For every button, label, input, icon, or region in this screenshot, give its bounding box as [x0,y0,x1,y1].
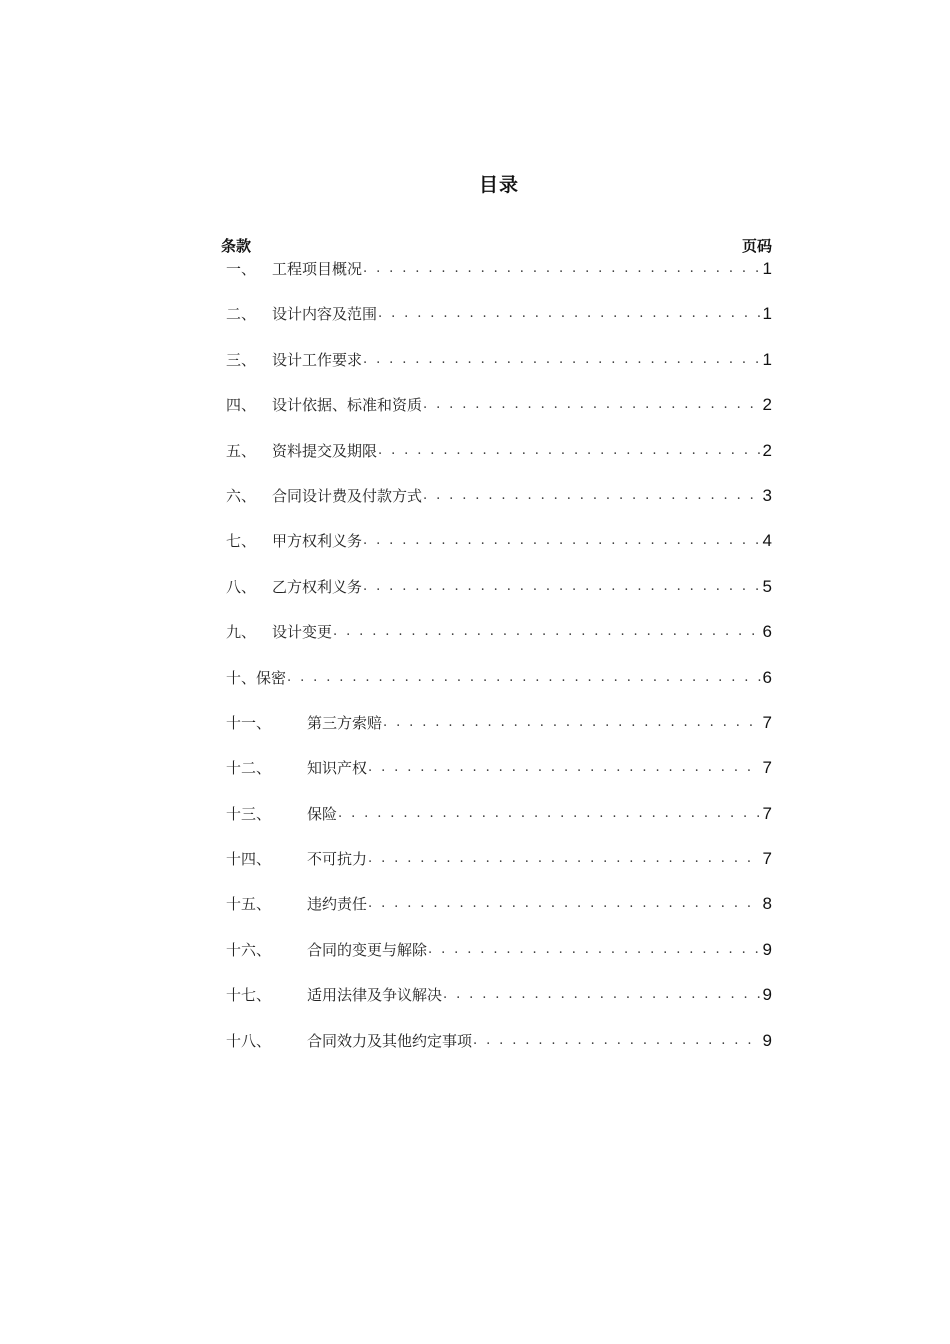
toc-entry-number: 十三、 [226,804,272,823]
toc-entry-title: 资料提交及期限 [272,441,378,460]
toc-entry-title: 保密 [256,668,287,687]
toc-entry-page: 5 [762,576,772,596]
toc-entry[interactable] [226,621,772,666]
toc-entry-page: 7 [762,758,772,778]
toc-entry-page: 2 [762,395,772,415]
toc-entry[interactable] [226,440,772,485]
toc-entry-number: 十一、 [226,713,272,732]
toc-entry-page: 3 [762,485,772,505]
toc-entry[interactable] [226,848,772,893]
toc-entry-number: 十八、 [226,1031,272,1050]
toc-entry[interactable] [226,803,772,848]
toc-entry[interactable] [226,349,772,394]
toc-entry[interactable] [226,303,772,348]
toc-entry-number: 十四、 [226,850,272,869]
toc-entry-number: 十、 [226,668,257,687]
toc-entry-title: 适用法律及争议解决 [307,986,443,1005]
toc-entry-number: 十七、 [226,986,272,1005]
toc-entry-title: 合同设计费及付款方式 [272,486,423,505]
dot-leader [337,803,761,825]
toc-entry-title: 设计依据、标准和资质 [272,396,423,415]
page-title: 目录 [478,174,519,196]
toc-entry-page: 1 [762,349,772,369]
toc-entry-number: 三、 [226,350,257,369]
toc-entry-page: 7 [762,849,772,869]
toc-entry-number: 十五、 [226,895,272,914]
toc-entry-number: 八、 [226,577,257,596]
toc-entry-page: 6 [762,622,772,642]
toc-entry-number: 五、 [226,441,257,460]
toc-entry-page: 4 [762,531,772,551]
toc-entry[interactable] [226,667,772,712]
dot-leader [422,485,761,507]
toc-entry-page: 9 [762,939,772,959]
toc-entry-number: 十六、 [226,940,272,959]
toc-entry-number: 一、 [226,260,257,278]
toc-entry-number: 九、 [226,623,257,642]
toc-entry[interactable] [226,939,772,984]
dot-leader [427,939,761,961]
dot-leader [362,576,761,598]
dot-leader [332,621,761,643]
toc-entry-number: 二、 [226,305,257,324]
toc-entry-number: 十二、 [226,759,272,778]
toc-entry[interactable] [226,576,772,621]
toc-entry-title: 第三方索赔 [307,713,383,732]
dot-leader [472,1030,761,1052]
toc-entry[interactable] [226,712,772,757]
toc-entry[interactable] [226,485,772,530]
dot-leader [367,757,761,779]
dot-leader [367,893,761,915]
toc-entry-title: 设计内容及范围 [272,305,378,324]
toc-entry-title: 知识产权 [307,759,368,778]
dot-leader [362,349,761,371]
toc-entry-page: 1 [762,259,772,278]
toc-entry-page: 8 [762,894,772,914]
toc-entry-page: 9 [762,1030,772,1050]
dot-leader [442,984,761,1006]
toc-entry-number: 七、 [226,532,257,551]
toc-entry[interactable] [226,893,772,938]
toc-entry-title: 合同的变更与解除 [307,940,428,959]
toc-entry[interactable] [226,1030,772,1075]
dot-leader [367,848,761,870]
toc-entry-title: 设计变更 [272,623,333,642]
toc-entry-title: 甲方权利义务 [272,532,363,551]
dot-leader [362,258,761,280]
toc-entry-title: 不可抗力 [307,850,368,869]
toc-entry[interactable] [226,984,772,1029]
dot-leader [422,394,761,416]
dot-leader [286,667,761,689]
table-of-contents [226,258,772,1075]
clause-column-header: 条款 [221,237,252,255]
dot-leader [377,303,761,325]
toc-entry-title: 违约责任 [307,895,368,914]
toc-entry-page: 9 [762,985,772,1005]
toc-entry[interactable] [226,530,772,575]
toc-entry-number: 六、 [226,486,257,505]
toc-entry[interactable] [226,757,772,802]
toc-entry-page: 2 [762,440,772,460]
toc-entry-title: 保险 [307,804,338,823]
toc-entry-page: 7 [762,712,772,732]
toc-entry-number: 四、 [226,396,257,415]
toc-entry-title: 工程项目概况 [272,260,363,278]
toc-entry-page: 1 [762,304,772,324]
dot-leader [382,712,761,734]
page-column-header: 页码 [742,237,773,255]
toc-entry-page: 7 [762,803,772,823]
toc-entry[interactable] [226,394,772,439]
toc-entry-page: 6 [762,667,772,687]
toc-entry-title: 设计工作要求 [272,350,363,369]
toc-entry[interactable] [226,258,772,303]
toc-entry-title: 合同效力及其他约定事项 [307,1031,473,1050]
dot-leader [362,530,761,552]
toc-entry-title: 乙方权利义务 [272,577,363,596]
dot-leader [377,440,761,462]
